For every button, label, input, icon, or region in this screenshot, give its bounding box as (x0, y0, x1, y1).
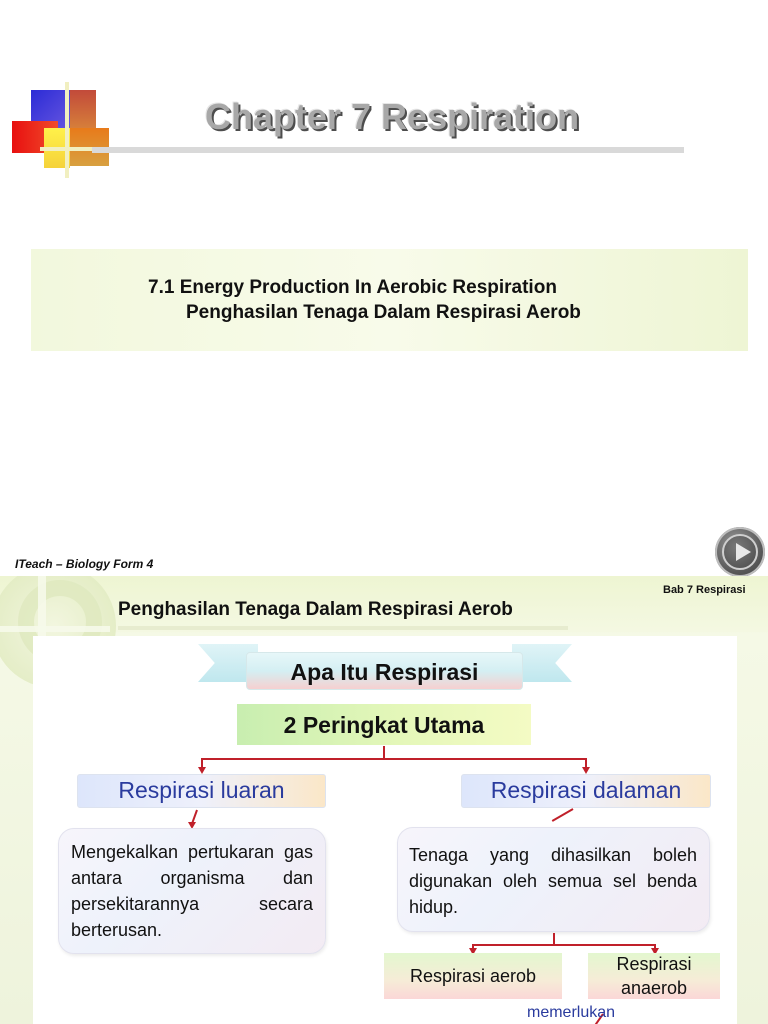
content-slide (0, 576, 768, 1024)
requires-label: memerlukan (527, 1004, 616, 1021)
right-branch-label: Respirasi dalaman (490, 777, 682, 803)
anaerobic-label-text: Respirasi anaerob (616, 954, 692, 998)
right-description: Tenaga yang dihasilkan boleh digunakan oleh semua sel benda hidup. (409, 845, 697, 917)
left-branch-label: Respirasi luaran (118, 777, 285, 803)
left-description: Mengekalkan pertukaran gas antara organisma dan persekitarannya secara berterusan. (71, 842, 313, 940)
stages-heading: 2 Peringkat Utama (283, 712, 485, 738)
arrow-down-icon (582, 767, 590, 774)
chapter-title: Chapter 7 Respiration (205, 96, 580, 137)
subtitle-box (31, 249, 748, 351)
connector-horizontal (201, 758, 587, 760)
subtitle-malay: Penghasilan Tenaga Dalam Respirasi Aerob (186, 302, 581, 323)
logo-vertical-line (65, 82, 69, 178)
arrow-down-icon (198, 767, 206, 774)
play-icon (736, 543, 751, 561)
subtitle-english: 7.1 Energy Production In Aerobic Respiration (148, 277, 557, 298)
chapter-label: Bab 7 Respirasi (663, 584, 746, 596)
aerobic-label: Respirasi aerob (409, 966, 537, 986)
play-button[interactable] (715, 527, 765, 576)
footer-credit: ITeach – Biology Form 4 (15, 557, 154, 571)
slide-title: Penghasilan Tenaga Dalam Respirasi Aerob (118, 599, 513, 620)
title-underline (92, 147, 684, 153)
ribbon-heading: Apa Itu Respirasi (290, 659, 479, 685)
decorative-horizontal-bar (0, 626, 110, 632)
title-underline (118, 626, 568, 630)
logo-brown-block (70, 90, 96, 130)
connector-sub-horizontal (472, 944, 656, 946)
anaerobic-label (588, 952, 720, 1000)
